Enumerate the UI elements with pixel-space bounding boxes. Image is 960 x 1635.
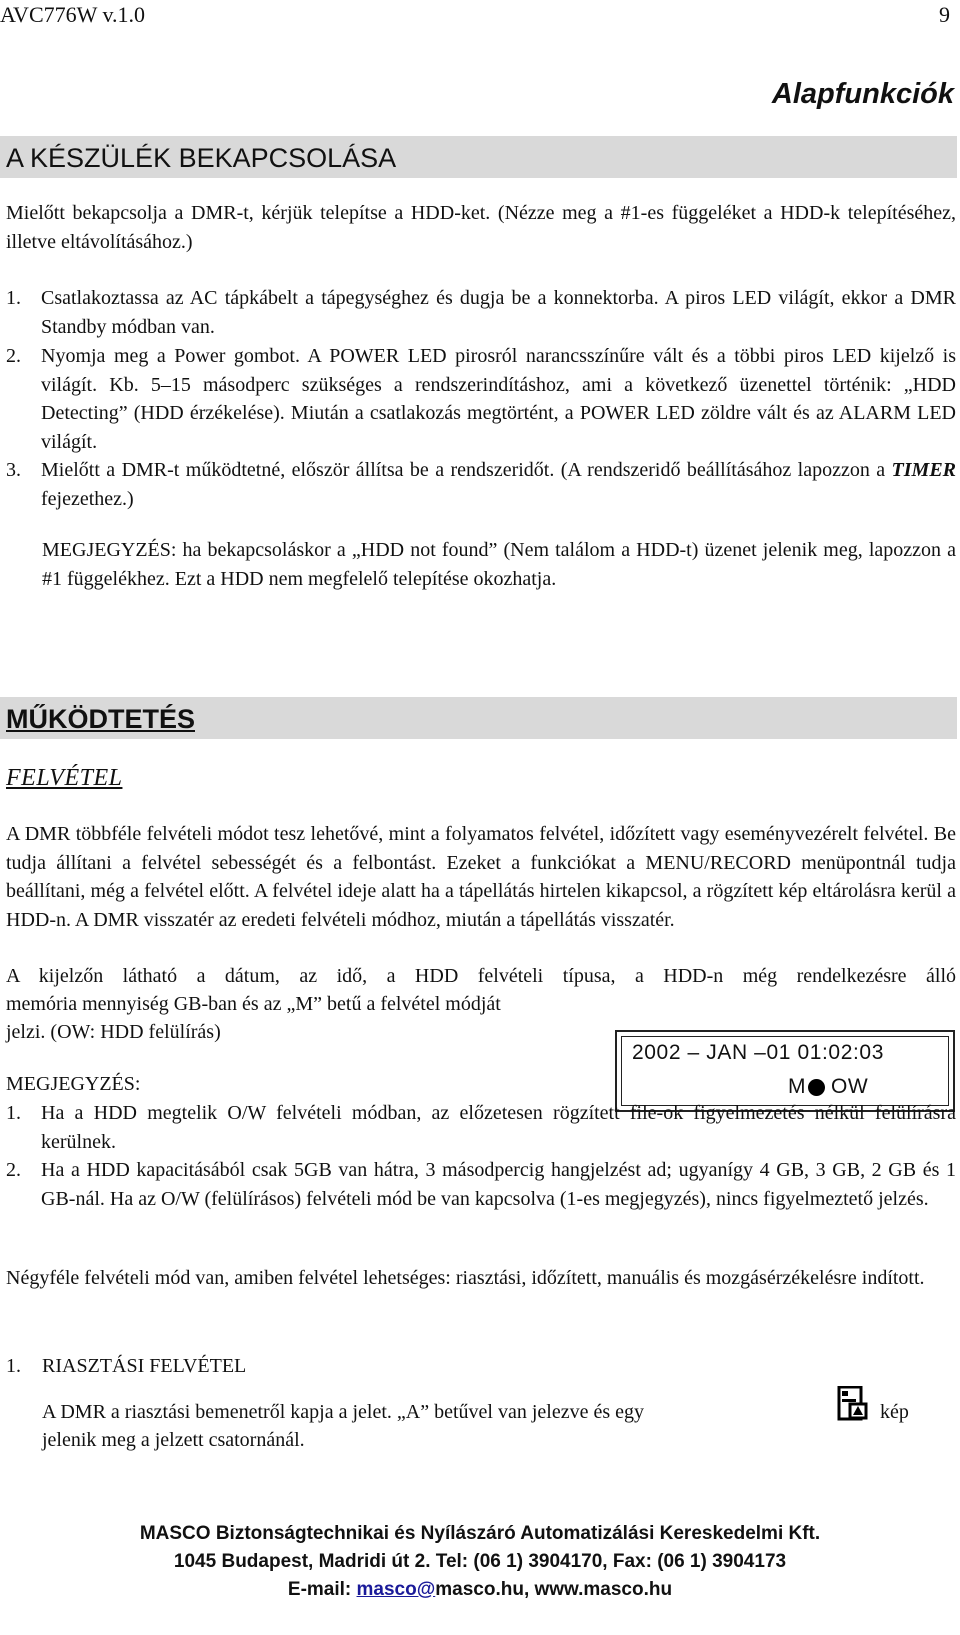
display-paragraph-line3: jelzi. (OW: HDD felülírás) [6,1021,221,1043]
section-title-operation: MŰKÖDTETÉS [0,697,957,739]
mode-number: 1. [6,1355,21,1377]
record-dot-icon [808,1079,825,1096]
intro-paragraph: Mielőtt bekapcsolja a DMR-t, kérjük telepítse a HDD-ket. (Nézze meg a #1-es függeléket a HDD-k telepítéséhez, illetve eltávolításához.) [6,202,956,253]
display-paragraph-line2: memória mennyiség GB-ban és az „M” betű a felvétel módját [6,993,501,1015]
lcd-mode-m: M [788,1075,806,1098]
lcd-datetime: 2002 – JAN –01 01:02:03 [632,1041,884,1064]
lcd-mode-row [788,1075,868,1099]
list-text: Ha a HDD kapacitásából csak 5GB van hátra, 3 másodpercig hangjelzést ad; ugyanígy 4 GB, 3 GB, 2 GB és 1 GB-nál. Ha az O/W (felülírásos) felvételi mód be van kapcsolva (1-es megjegyzés), nincs figyelmeztető jelzés. [41,1159,956,1210]
list-text: Mielőtt a DMR-t működtetné, először állítsa be a rendszeridőt. (A rendszeridő beállításához lapozzon a TIMER fejezethez.) [41,459,956,510]
page-number: 9 [939,2,950,27]
list-number: 3. [6,459,21,481]
recording-paragraph: A DMR többféle felvételi módot tesz lehetővé, mint a folyamatos felvétel, időzített vagy eseményvezérelt felvétel. Be tudja állítani a felvétel sebességét és a felbontást. Ezeket a funkciókat a MENU/RECORD menüpontnál tudja beállítani, még a felvétel előtt. A felvétel ideje alatt ha a tápellátás hirtelen kikapcsol, a rögzített kép eltárolásra kerül a HDD-n. A DMR visszatér az eredeti felvételi módhoz, miután a tápellátás visszatér. [6,823,956,931]
note-paragraph: MEGJEGYZÉS: ha bekapcsoláskor a „HDD not found” (Nem találom a HDD-t) üzenet jelenik meg, lapozzon a #1 függelékhez. Ezt a HDD nem megfelelő telepítése okozhatja. [42,539,956,590]
lcd-mode-ow: OW [831,1075,869,1098]
footer-company: MASCO Biztonságtechnikai és Nyílászáró Automatizálási Kereskedelmi Kft. [139,1523,821,1544]
alarm-text-part1: A DMR a riasztási bemenetről kapja a jelet. „A” betűvel van jelezve és egy [42,1401,644,1423]
alarm-text-part2: kép [880,1401,909,1423]
lcd-inner-frame [621,1036,949,1106]
note-title: MEGJEGYZÉS: [6,1073,141,1095]
list-number: 2. [6,345,21,367]
display-paragraph-line1: A kijelzőn látható a dátum, az idő, a HDD felvételi típusa, a HDD-n még rendelkezésre álló [6,965,956,987]
alarm-symbol-icon [836,1386,872,1422]
list-text: Csatlakoztassa az AC tápkábelt a tápegységhez és dugja be a konnektorba. A piros LED világít, ekkor a DMR Standby módban van. [41,287,956,338]
list-number: 1. [6,1102,21,1124]
footer-address: 1045 Budapest, Madridi út 2. Tel: (06 1) 3904170, Fax: (06 1) 3904173 [173,1551,787,1572]
alarm-text-part3: jelenik meg a jelzett csatornánál. [42,1429,305,1451]
list-number: 1. [6,287,21,309]
section-title-power-on: A KÉSZÜLÉK BEKAPCSOLÁSA [0,136,957,178]
list-text: Nyomja meg a Power gombot. A POWER LED pirosról narancsszínűre vált és a többi piros LED kijelző is világít. Kb. 5–15 másodperc szükséges a rendszerindításhoz, ami a következő üzenettel történik: „HDD Detecting” (HDD érzékelése). Miután a csatlakozás megtörtént, a POWER LED zöldre vált és az ALARM LED világít. [41,345,956,453]
subsection-title-recording: FELVÉTEL [6,765,123,791]
document-version: AVC776W v.1.0 [0,2,146,27]
footer-contact: E-mail: masco@masco.hu, www.masco.hu [287,1579,673,1600]
email-link[interactable]: masco@ [356,1579,436,1600]
chapter-title: Alapfunkciók [771,78,954,110]
list-number: 2. [6,1159,21,1181]
list-text: Ha a HDD megtelik O/W felvételi módban, az előzetesen rögzített file-ok figyelmezetés nélkül felülírásra kerülnek. [41,1102,956,1153]
footer-website: masco.hu, www.masco.hu [435,1579,673,1600]
mode-title-alarm-recording: RIASZTÁSI FELVÉTEL [42,1355,247,1377]
timer-emphasis: TIMER [891,459,956,481]
modes-paragraph: Négyféle felvételi mód van, amiben felvétel lehetséges: riasztási, időzített, manuális és mozgásérzékelésre indított. [6,1267,925,1289]
